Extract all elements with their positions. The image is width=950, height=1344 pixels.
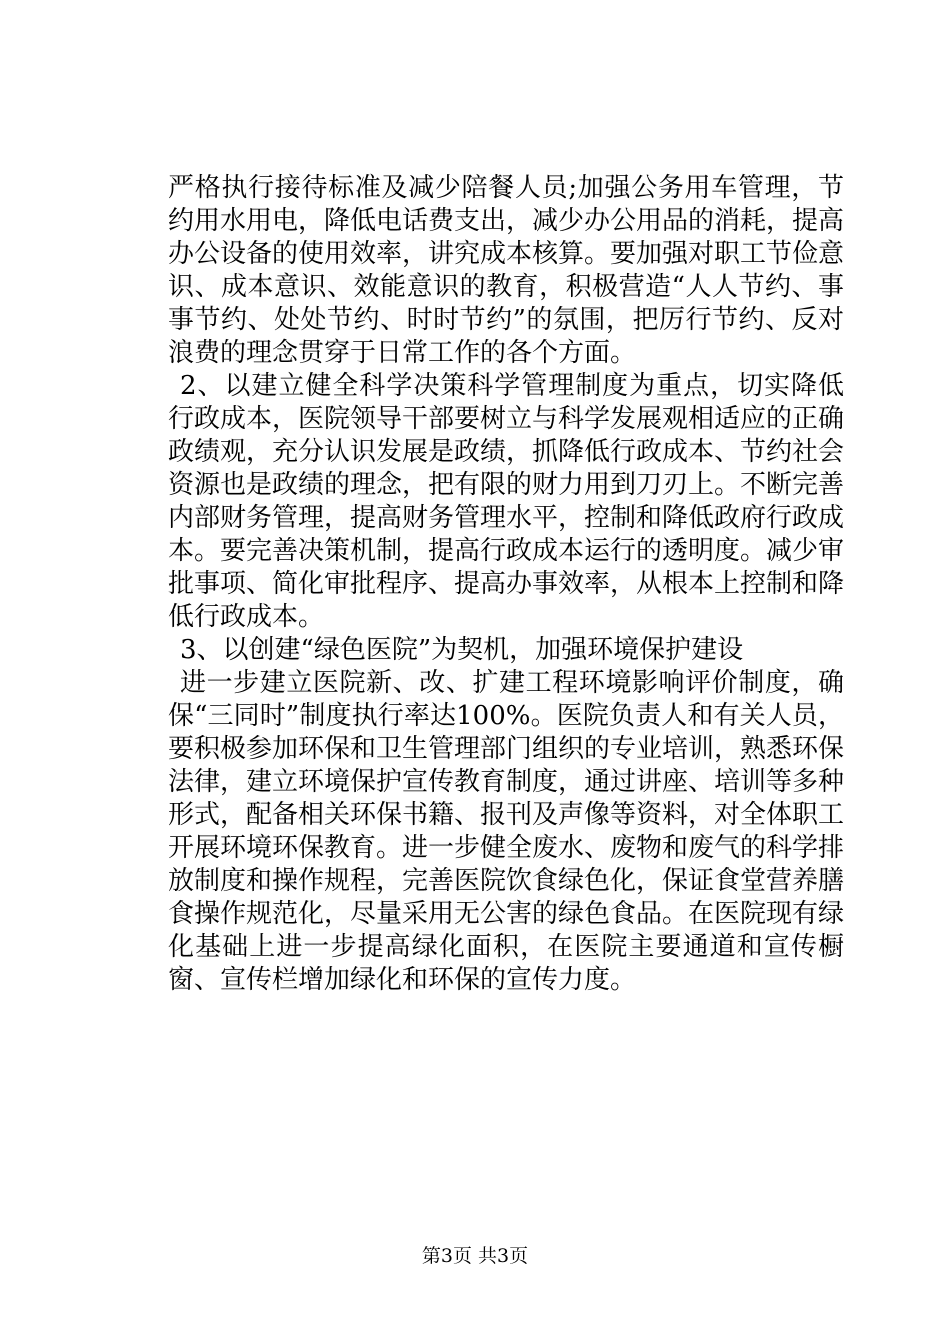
paragraph-item-2: 2、以建立健全科学决策科学管理制度为重点，切实降低行政成本，医院领导干部要树立与科学发展观相适应的正确政绩观，充分认识发展是政绩，抓降低行政成本、节约社会资源也是政绩的理念，把有限的财力用到刀刃上。不断完善内部财务管理，提高财务管理水平，控制和降低政府行政成本。要完善决策机制，提高行政成本运行的透明度。减少审批事项、简化审批程序、提高办事效率，从根本上控制和降低行政成本。 xyxy=(168,371,845,632)
paragraph-continuation: 严格执行接待标准及减少陪餐人员;加强公务用车管理，节约用水用电，降低电话费支出，减少办公用品的消耗，提高办公设备的使用效率，讲究成本核算。要加强对职工节俭意识、成本意识、效能意识的教育，积极营造“人人节约、事事节约、处处节约、时时节约”的氛围，把厉行节约、反对浪费的理念贯穿于日常工作的各个方面。 xyxy=(168,173,845,368)
document-body xyxy=(168,172,844,997)
page-footer xyxy=(0,1244,950,1268)
paragraph-item-3-heading: 3、以创建“绿色医院”为契机，加强环境保护建设 xyxy=(180,635,744,665)
page-number-label: 第3页 共3页 xyxy=(421,1245,529,1267)
paragraph-item-3-body: 进一步建立医院新、改、扩建工程环境影响评价制度，确保“三同时”制度执行率达100%。医院负责人和有关人员，要积极参加环保和卫生管理部门组织的专业培训，熟悉环保法律，建立环境保护宣传教育制度，通过讲座、培训等多种形式，配备相关环保书籍、报刊及声像等资料，对全体职工开展环境环保教育。进一步健全废水、废物和废气的科学排放制度和操作规程，完善医院饮食绿色化，保证食堂营养膳食操作规范化，尽量采用无公害的绿色食品。在医院现有绿化基础上进一步提高绿化面积，在医院主要通道和宣传橱窗、宣传栏增加绿化和环保的宣传力度。 xyxy=(168,668,845,995)
